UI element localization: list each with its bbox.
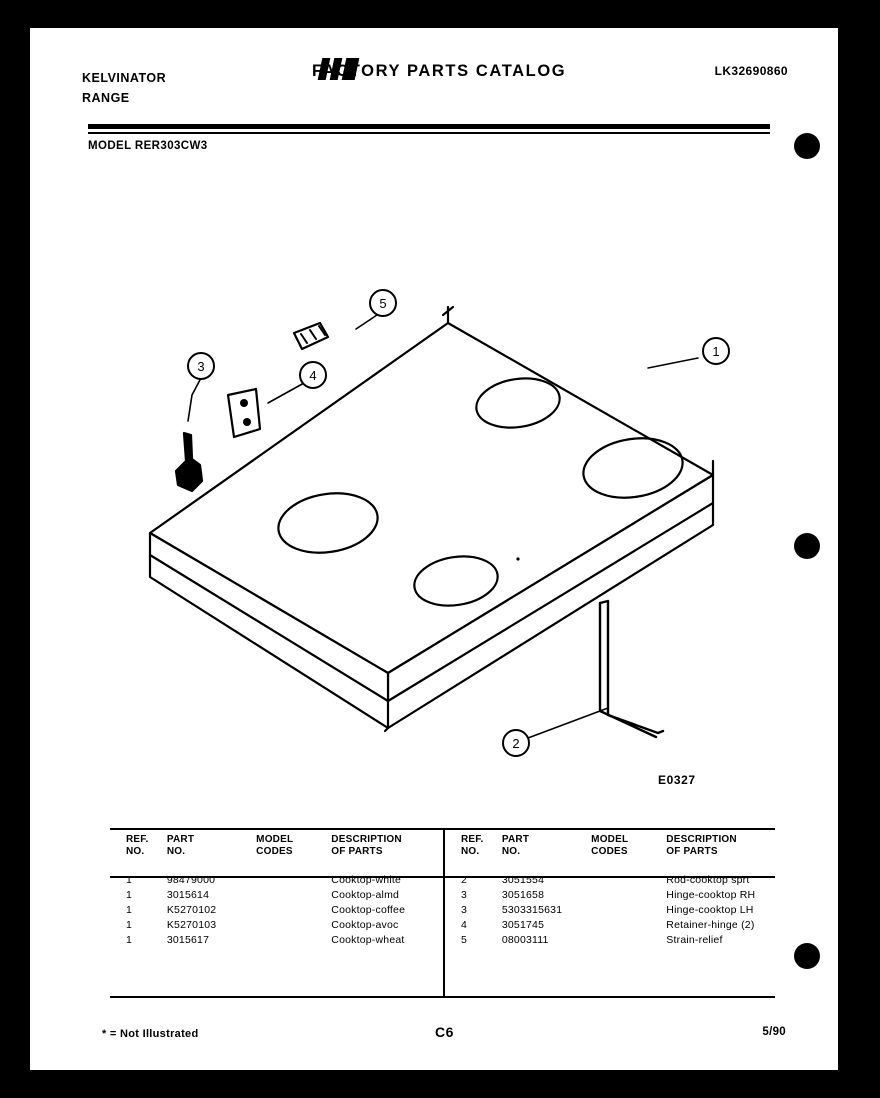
cell-part: 3051745 [501,918,545,931]
header-description: DESCRIPTION OF PARTS [331,834,402,857]
cell-ref: 1 [126,888,133,901]
header-part-no: PART NO. [166,834,195,857]
retainer-hinge-part [228,389,260,437]
table-row [110,902,443,917]
cell-desc: Cooktop-coffee [331,903,406,916]
cell-ref: 1 [126,933,133,946]
model-designation: MODEL RER303CW3 [88,140,208,152]
brand-block [82,68,166,108]
catalog-title: FACTORY PARTS CATALOG [312,62,567,80]
cell-ref: 3 [461,888,468,901]
callout-5-label: 5 [379,296,387,311]
cell-desc: Strain-relief [666,933,723,946]
cell-part: 98479000 [166,873,216,886]
table-row [445,872,778,887]
cell-part: 3015617 [166,933,210,946]
callout-3-label: 3 [197,359,205,374]
table-header-row [445,828,778,866]
leader-line-4 [268,383,304,403]
cell-part: 3051658 [501,888,545,901]
cell-ref: 2 [461,873,468,886]
cell-ref: 5 [461,933,468,946]
table-row [110,872,443,887]
cell-ref: 4 [461,918,468,931]
callout-4-label: 4 [309,368,317,383]
cell-model [256,932,331,947]
binder-hole-top [794,133,820,159]
callout-2-label: 2 [512,736,520,751]
surface-mark [516,557,519,560]
leader-line-5 [356,313,380,329]
header-model-codes: MODEL CODES [591,834,629,857]
table-row [110,932,443,947]
strain-relief-part [294,323,328,349]
cell-desc: Retainer-hinge (2) [666,918,755,931]
revision-date: 5/90 [762,1026,786,1038]
binder-hole-bottom [794,943,820,969]
footnote-not-illustrated: * = Not Illustrated [102,1028,199,1040]
callout-1-label: 1 [712,344,720,359]
header-model-codes: MODEL CODES [256,834,294,857]
cell-model [591,902,666,917]
cell-part: 08003111 [501,933,549,946]
header-rule-thin [88,132,770,134]
cell-desc: Cooktop-avoc [331,918,399,931]
header-ref-no: REF. NO. [126,834,149,857]
cell-ref: 1 [126,903,133,916]
cell-model [591,887,666,902]
cell-desc: Cooktop-white [331,873,402,886]
cell-desc: Cooktop-wheat [331,933,405,946]
leader-line-2 [528,708,608,738]
retainer-hole-lower [243,418,251,426]
cell-model [256,917,331,932]
cell-part: K5270102 [166,903,217,916]
cell-ref: 1 [126,918,133,931]
cell-model [591,932,666,947]
header-ref-no: REF. NO. [461,834,484,857]
parts-table-left [110,828,443,947]
cell-part: K5270103 [166,918,217,931]
header-rule-thick [88,124,770,129]
cell-desc: Cooktop-almd [331,888,400,901]
cell-desc: Hinge-cooktop LH [666,903,754,916]
cell-desc: Hinge-cooktop RH [666,888,756,901]
header-part-no: PART NO. [501,834,530,857]
document-code: LK32690860 [714,64,788,78]
support-rod-part [600,601,663,733]
table-row [445,887,778,902]
cell-model [256,887,331,902]
table-row [110,887,443,902]
table-row [445,932,778,947]
table-row [445,902,778,917]
leader-line-1 [648,358,698,368]
hinge-cooktop-part [176,433,202,491]
cell-part: 3015614 [166,888,210,901]
parts-table-right [445,828,778,947]
cell-model [591,917,666,932]
brand-name: KELVINATOR [82,71,167,85]
cell-part: 3051554 [501,873,545,886]
retainer-hole-upper [240,399,248,407]
figure-code: E0327 [658,773,696,787]
catalog-page-sheet [30,28,838,1070]
leader-line-3 [188,378,201,421]
cell-model [256,902,331,917]
cooktop-exploded-diagram [88,203,788,803]
table-row [445,917,778,932]
cell-model [256,872,331,887]
table-row [110,917,443,932]
cell-model [591,872,666,887]
cell-ref: 3 [461,903,468,916]
table-header-row [110,828,443,866]
cell-part: 5303315631 [501,903,563,916]
header-description: DESCRIPTION OF PARTS [666,834,737,857]
page-number: C6 [435,1024,454,1040]
cell-ref: 1 [126,873,133,886]
binder-hole-middle [794,533,820,559]
cell-desc: Rod-cooktop sprt [666,873,750,886]
brand-category: RANGE [82,91,130,105]
